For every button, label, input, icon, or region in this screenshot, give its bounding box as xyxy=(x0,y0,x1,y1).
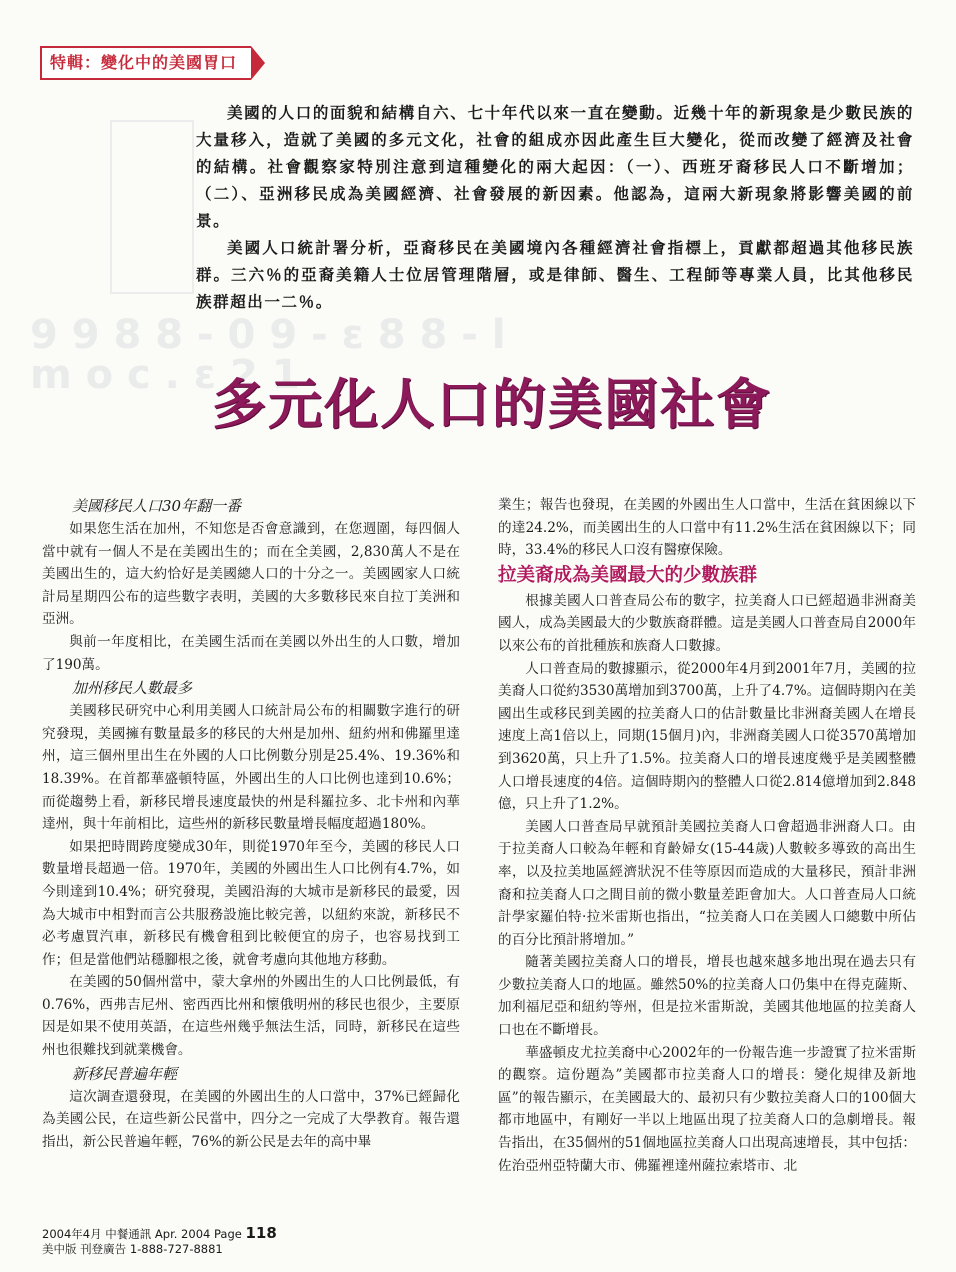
footer-phone: 1-888-727-8881 xyxy=(129,1242,223,1256)
ghost-ad-box xyxy=(110,120,194,294)
body-paragraph: 業生；報告也發現，在美國的外國出生人口當中，生活在貧困線以下的達24.2%，而美國出生的人口當中有11.2%生活在貧困線以下；同時，33.4%的移民人口沒有醫療保險。 xyxy=(498,497,916,559)
headline: 多元化人口的美國社會 xyxy=(212,373,772,436)
footer-line-1 xyxy=(42,1226,277,1242)
section-tag xyxy=(40,46,251,80)
body-paragraph: 美國人口普查局早就預計美國拉美裔人口會超過非洲裔人口。由于拉美裔人口較為年輕和育齡婦女(15-44歲)人數較多導致的高出生率，以及拉美地區經濟狀況不佳等原因而造成的大量移民，預計非洲裔和拉美裔人口之間目前的微小數量差距會加大。人口普查局人口統計學家羅伯特·拉米雷斯也指出，“拉美裔人口在美國人口總數中所佔的百分比預計將增加。” xyxy=(498,818,916,948)
footer-line-2 xyxy=(42,1242,277,1257)
body-paragraph: 在美國的50個州當中，蒙大拿州的外國出生的人口比例最低，有0.76%，西弗吉尼州、密西西比州和懷俄明州的移民也很少，主要原因是如果不使用英語，在這些州幾乎無法生活，同時，新移民在這些州也很難找到就業機會。 xyxy=(42,974,460,1059)
footer-edition: 美中版 xyxy=(42,1242,77,1256)
section-tag-label: 特輯：變化中的美國胃口 xyxy=(50,53,238,72)
page-number: 118 xyxy=(245,1224,277,1242)
footer-date-en: Apr. 2004 xyxy=(154,1227,211,1241)
intro-paragraph: 美國的人口的面貌和結構自六、七十年代以來一直在變動。近幾十年的新現象是少數民族的大量移入，造就了美國的多元文化，社會的組成亦因此產生巨大變化，從而改變了經濟及社會的結構。社會觀察家特別注意到這種變化的兩大起因：（一）、西班牙裔移民人口不斷增加；（二）、亞洲移民成為美國經濟、社會發展的新因素。他認為，這兩大新現象將影響美國的前景。 xyxy=(196,104,914,230)
left-column xyxy=(42,494,460,1153)
subheading: 新移民普遍年輕 xyxy=(72,1064,178,1083)
footer-ad-label: 刊登廣告 xyxy=(80,1242,127,1256)
body-paragraph: 隨著美國拉美裔人口的增長，增長也越來越多地出現在過去只有少數拉美裔人口的地區。雖然50%的拉美裔人口仍集中在得克薩斯、加利福尼亞和紐約等州，但是拉米雷斯說，美國其他地區的拉美裔人口也在不斷增長。 xyxy=(498,954,916,1039)
body-paragraph: 與前一年度相比，在美國生活而在美國以外出生的人口數，增加了190萬。 xyxy=(42,633,460,673)
section-heading: 拉美裔成為美國最大的少數族群 xyxy=(498,564,758,586)
body-paragraph: 如果把時間跨度變成30年，則從1970年至今，美國的移民人口數量增長超過一倍。1970年，美國的外國出生人口比例有4.7%，如今則達到10.4%；研究發現，美國沿海的大城市是新移民的最愛，因為大城市中相對而言公共服務設施比較完善，以紐約來說，新移民不必考慮買汽車，新移民有機會租到比較便宜的房子，也容易找到工作；但是當他們站穩腳根之後，就會考慮向其他地方移動。 xyxy=(42,838,460,968)
footer-page-label: Page xyxy=(213,1227,242,1241)
body-paragraph: 根據美國人口普查局公布的數字，拉美裔人口已經超過非洲裔美國人，成為美國最大的少數族裔群體。這是美國人口普查局自2000年以來公布的首批種族和族裔人口數據。 xyxy=(498,592,916,654)
footer-magazine: 中餐通訊 xyxy=(105,1227,152,1241)
intro-block xyxy=(196,100,914,316)
right-column xyxy=(498,494,916,1177)
body-paragraph: 如果您生活在加州，不知您是否會意識到，在您週圍，每四個人當中就有一個人不是在美國出生的；而在全美國，2,830萬人不是在美國出生的，這大約恰好是美國總人口的十分之一。美國國家人口統計局星期四公布的這些數字表明，美國的大多數移民來自拉丁美洲和亞洲。 xyxy=(42,521,460,628)
body-paragraph: 美國移民研究中心利用美國人口統計局公布的相關數字進行的研究發現，美國擁有數量最多的移民的大州是加州、紐約州和佛羅里達州，這三個州里出生在外國的人口比例數分別是25.4%、19.36%和18.39%。在首都華盛頓特區，外國出生的人口比例也達到10.6%；而從趨勢上看，新移民增長速度最快的州是科羅拉多、北卡州和內華達州，與十年前相比，這些州的新移民數量增長幅度超過180%。 xyxy=(42,703,460,833)
body-paragraph: 這次調查還發現，在美國的外國出生的人口當中，37%已經歸化為美國公民，在這些新公民當中，四分之一完成了大學教育。報告還指出，新公民普遍年輕，76%的新公民是去年的高中畢 xyxy=(42,1088,460,1150)
ghost-ad-text: 9 9 8 8 - 0 9 - ε 8 8 - l xyxy=(30,312,506,358)
subheading: 加州移民人數最多 xyxy=(72,679,193,698)
intro-paragraph: 美國人口統計署分析，亞裔移民在美國境內各種經濟社會指標上，貢獻都超過其他移民族群。三六％的亞裔美籍人士位居管理階層，或是律師、醫生、工程師等專業人員，比其他移民族群超出一二％。 xyxy=(196,239,914,311)
body-paragraph: 華盛頓皮尤拉美裔中心2002年的一份報告進一步證實了拉米雷斯的觀察。這份題為”美國都市拉美裔人口的增長：變化規律及新地區”的報告顯示，在美國最大的、最初只有少數拉美裔人口的100個大都市地區中，有剛好一半以上地區出現了拉美裔人口的急劇增長。報告指出，在35個州的51個地區拉美裔人口出現高速增長，其中包括：佐治亞州亞特蘭大市、佛羅裡達州薩拉索塔市、北 xyxy=(498,1044,916,1174)
subheading: 美國移民人口30年翻一番 xyxy=(72,497,242,515)
body-paragraph: 人口普查局的數據顯示，從2000年4月到2001年7月，美國的拉美裔人口從約3530萬增加到3700萬，上升了4.7%。這個時期內在美國出生或移民到美國的拉美裔人口的估計數量比非洲裔美國人在增長速度上高1倍以上，同期(15個月)內，非洲裔美國人口從3570萬增加到3620萬，只上升了1.5%。拉美裔人口的增長速度幾乎是美國整體人口增長速度的4倍。這個時期內的整體人口從2.814億增加到2.848億，只上升了1.2%。 xyxy=(498,660,916,813)
footer-date-cn: 2004年4月 xyxy=(42,1227,102,1241)
page-footer xyxy=(42,1226,277,1257)
ghost-ad-text: m o c . ε 2 1 xyxy=(30,352,300,398)
